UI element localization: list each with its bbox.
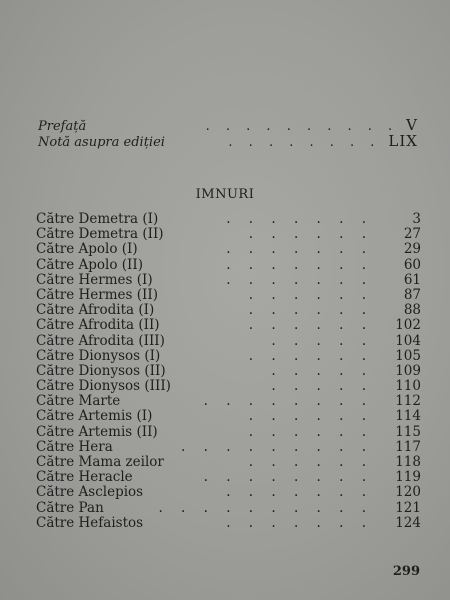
entry-title: Către Hermes (II)	[36, 286, 158, 303]
entry-page-number: 88	[403, 302, 421, 319]
entry-page-number: 87	[403, 286, 421, 303]
dot-leader: . . . . . . . . . .	[158, 500, 373, 516]
entry-title: Către Mama zeilor	[36, 454, 164, 470]
entry-title: Către Afrodita (I)	[36, 302, 155, 319]
entry-title: Către Artemis (I)	[36, 408, 153, 425]
toc-entry	[36, 485, 421, 500]
dot-leader: . . . . . . .	[226, 212, 373, 227]
entry-title: Către Heracle	[36, 469, 133, 486]
entry-page-number: 114	[395, 408, 421, 425]
dot-leader: . . . . . . . .	[203, 394, 373, 410]
toc-entry-preface	[38, 118, 418, 134]
entry-page-number: 102	[395, 317, 421, 334]
toc-entry	[36, 227, 421, 242]
entry-title: Către Apolo (II)	[36, 256, 143, 273]
entry-page-number: 29	[403, 241, 421, 258]
toc-entry	[36, 212, 421, 227]
toc-entry	[36, 349, 421, 364]
toc-entry	[36, 501, 421, 516]
entry-page-number: 105	[395, 347, 421, 364]
dot-leader: . . . . .	[271, 363, 373, 379]
toc-entry	[36, 425, 421, 440]
toc-entry	[36, 455, 421, 470]
dot-leader: . . . . . . . .	[228, 135, 381, 150]
entry-page-number: LIX	[388, 132, 418, 150]
dot-leader: . . . . . . .	[226, 515, 373, 531]
entry-title: Către Dionysos (III)	[36, 378, 171, 395]
entry-title: Către Apolo (I)	[36, 241, 138, 258]
dot-leader: . . . . . . . . .	[181, 439, 373, 455]
entry-title: Către Hefaistos	[36, 514, 144, 531]
toc-entry	[36, 516, 421, 531]
toc-entry	[36, 470, 421, 485]
dot-leader: . . . . . . .	[226, 257, 373, 273]
dot-leader: . . . . . . .	[226, 242, 373, 258]
dot-leader: . . . . . .	[248, 287, 373, 303]
toc-entry	[36, 318, 421, 333]
toc-entry	[36, 334, 421, 349]
entry-page-number: 117	[395, 438, 421, 455]
toc-list	[36, 212, 421, 531]
dot-leader: . . . . . .	[248, 424, 373, 440]
dot-leader: . . . . . .	[248, 348, 373, 364]
dot-leader: . . . . . .	[248, 318, 373, 334]
entry-page-number: 61	[403, 271, 421, 288]
toc-entry	[36, 379, 421, 394]
entry-page-number: V	[406, 116, 418, 134]
toc-entry	[36, 258, 421, 273]
entry-title: Către Marte	[36, 393, 121, 410]
dot-leader: . . . . . . .	[226, 272, 373, 288]
entry-title: Către Artemis (II)	[36, 423, 158, 440]
entry-page-number: 60	[403, 256, 421, 273]
entry-page-number: 3	[412, 211, 421, 227]
entry-title: Către Pan	[36, 499, 104, 516]
entry-title: Către Afrodita (III)	[36, 332, 165, 349]
dot-leader: . . . . . . . .	[203, 470, 373, 486]
page-folio-number: 299	[392, 564, 420, 579]
dot-leader: . . . . . . .	[226, 485, 373, 501]
dot-leader: . . . . . .	[248, 455, 373, 470]
toc-entry	[36, 288, 421, 303]
entry-page-number: 124	[395, 514, 421, 531]
entry-page-number: 115	[395, 423, 421, 440]
dot-leader: . . . . . .	[248, 227, 373, 243]
entry-title: Către Dionysos (II)	[36, 362, 166, 379]
entry-page-number: 27	[403, 226, 421, 243]
entry-page-number: 118	[395, 454, 421, 470]
entry-title: Către Asclepios	[36, 484, 144, 501]
entry-page-number: 119	[395, 469, 421, 486]
toc-entry	[36, 364, 421, 379]
toc-entry	[36, 242, 421, 257]
entry-title: Către Demetra (I)	[36, 211, 159, 227]
toc-entry	[36, 409, 421, 424]
entry-page-number: 109	[395, 362, 421, 379]
entry-page-number: 120	[395, 484, 421, 501]
entry-title: Către Afrodita (II)	[36, 317, 160, 334]
entry-page-number: 104	[395, 332, 421, 349]
toc-entry	[36, 394, 421, 409]
entry-page-number: 121	[395, 499, 421, 516]
toc-entry-edition-note	[38, 134, 418, 150]
entry-title: Către Demetra (II)	[36, 226, 164, 243]
dot-leader: . . . . .	[271, 333, 373, 349]
dot-leader: . . . . .	[271, 379, 373, 395]
entry-title: Prefață	[38, 119, 87, 134]
entry-page-number: 110	[395, 378, 421, 395]
dot-leader: . . . . . .	[248, 409, 373, 425]
entry-page-number: 112	[395, 393, 421, 410]
dot-leader: . . . . . . . . . .	[205, 119, 399, 134]
entry-title: Notă asupra ediției	[38, 135, 165, 150]
entry-title: Către Dionysos (I)	[36, 347, 161, 364]
toc-entry	[36, 273, 421, 288]
entry-title: Către Hera	[36, 438, 113, 455]
dot-leader: . . . . . .	[248, 303, 373, 319]
section-heading: IMNURI	[195, 187, 255, 202]
toc-entry	[36, 303, 421, 318]
toc-entry	[36, 440, 421, 455]
entry-title: Către Hermes (I)	[36, 271, 153, 288]
